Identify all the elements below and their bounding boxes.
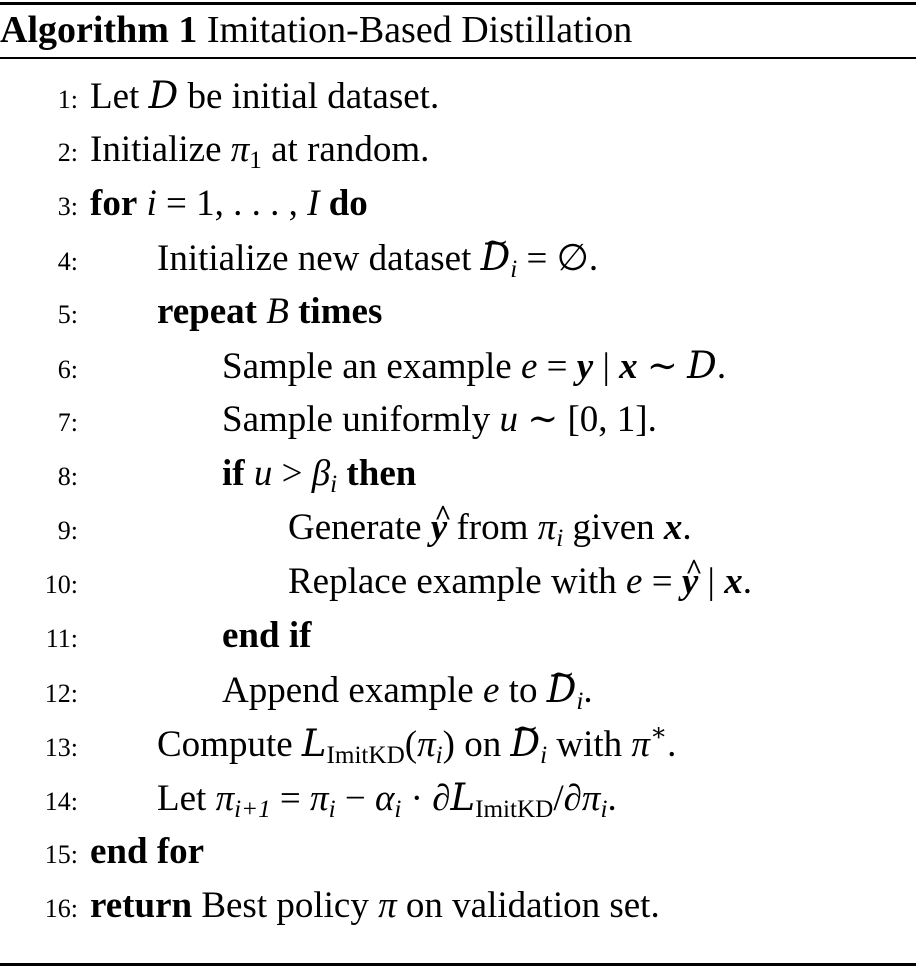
line-number: 4: [57,247,78,276]
line-number: 15: [44,840,78,869]
line-text: Generate ^ y from $\pi_i$ given x. [90,501,692,555]
line-number: 13: [44,733,78,762]
algorithm-label: Algorithm 1 [0,9,198,51]
line-text: if $u > \beta_i$ then [222,453,417,499]
line-text: return Best policy π on validation set. [90,885,660,926]
line-text: Sample uniformly u ∼ [0, 1]. [222,399,657,440]
algorithm-line-14 [0,771,617,825]
line-number: 10: [44,570,78,599]
algorithm-line-8 [0,447,416,501]
line-number: 6: [57,355,78,384]
algorithm-line-9 [0,501,692,555]
line-number: 9: [57,516,78,545]
algorithm-caption [0,4,632,56]
line-text: Append example e to ~ $D_i$. [90,663,593,718]
algorithm-line-13 [0,717,676,771]
line-text: Compute $L_{ImitKD}(\pi_i)$ on ~ $D_i$ with π∗. [90,717,676,772]
algorithm-line-5 [0,285,382,339]
line-text: for i = 1, . . . , I do [90,183,368,224]
line-text: Sample an example e = y | x ∼ D. [222,344,727,387]
line-text: Let D be initial dataset. [90,74,440,117]
algorithm-line-1 [0,69,439,123]
algorithm-line-10 [0,555,752,609]
line-text: repeat B times [157,291,383,332]
algorithm-line-7 [0,393,657,447]
line-number: 8: [57,462,78,491]
algorithm-line-12 [0,663,593,717]
line-number: 14: [44,787,78,816]
bottom-rule [0,963,916,966]
line-number: 16: [44,894,78,923]
algorithm-line-16 [0,879,660,933]
algorithm-line-3 [0,177,368,231]
line-text: Replace example with e = ^ y | x. [90,555,752,609]
line-number: 3: [57,192,78,221]
line-number: 12: [44,679,78,708]
line-number: 11: [45,624,78,653]
line-text: Initialize new dataset ~ $D_i$ = ∅. [90,231,598,286]
line-number: 7: [57,408,78,437]
line-number: 2: [57,138,78,167]
line-text: Initialize $\pi_1$ at random. [90,129,430,175]
algorithm-line-6 [0,339,726,393]
algorithm-line-11 [0,609,311,663]
line-text: end if [222,615,312,656]
line-text: Let $\pi_{i+1} = \pi_i - \alpha_i \cdot \partial L_{ImitKD}/\partial\pi_i$. [157,776,617,824]
algorithm-title: Imitation-Based Distillation [206,9,633,51]
mid-rule [0,57,916,59]
algorithm-line-15 [0,825,204,879]
line-number: 5: [57,300,78,329]
algorithm-line-2 [0,123,429,177]
algorithm-line-4 [0,231,598,285]
line-text: end for [90,831,205,872]
line-number: 1: [57,85,78,114]
